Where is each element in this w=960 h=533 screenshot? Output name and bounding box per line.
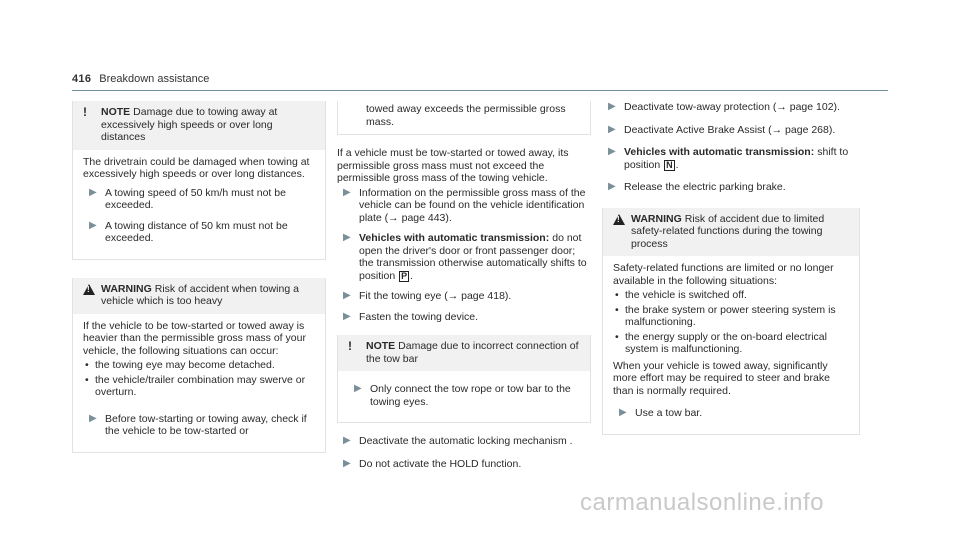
step-item: ▶ Use a tow bar. [613,407,849,420]
note-header [73,101,325,150]
step-arrow-icon: ▶ [343,435,351,446]
gear-position-p: P [401,270,408,281]
page-number: 416 [72,73,92,85]
page-title: Breakdown assistance [99,73,210,85]
step-arrow-icon: ▶ [89,412,97,424]
warning-header [603,208,859,257]
step-arrow-icon: ▶ [608,123,616,135]
note-header [338,335,590,371]
note-text: The drivetrain could be damaged when towing at excessively high speeds or over long distances. [83,155,310,180]
note-heading: NOTE Damage due to incorrect connection of the tow bar [366,340,579,365]
step-item: ▶ A towing speed of 50 km/h must not be exceeded. [83,187,315,212]
page-header [72,73,209,86]
watermark: carmanualsonline.info [580,489,824,516]
warning-body [603,256,859,434]
step-item: ▶ Deactivate the automatic locking mechanism . [337,435,591,448]
step-item: ▶ A towing distance of 50 km must not be exceeded. [83,220,315,245]
warning-box-1 [72,278,326,453]
bullet-item: • the towing eye may become detached. [85,359,275,371]
note-body [73,150,325,259]
warning-heading: WARNING Risk of accident due to limited safety-related functions during the towing process [631,212,825,250]
step-arrow-icon: ▶ [354,383,362,394]
bullet-item: • the vehicle is switched off. [615,289,747,301]
bullet-item: • the brake system or power steering system is malfunctioning. [615,303,836,328]
step-item: ▶ Do not activate the HOLD function. [337,458,591,471]
step-arrow-icon: ▶ [343,457,351,469]
step-item: ▶ Information on the permissible gross mass of the vehicle can be found on the vehicle identification plate (→ page 443). [337,187,591,225]
step-item: ▶ Fit the towing eye (→ page 418). [337,290,591,303]
column-2 [337,101,591,478]
warning-body [73,314,325,452]
step-item: ▶ Vehicles with automatic transmission: shift to position N . [602,146,860,171]
step-item: ▶ Vehicles with automatic transmission: do not open the driver's door or front passenger door; the transmission otherwise automatically shifts to position P . [337,232,591,282]
notice-icon: ! [83,105,87,119]
header-rule [72,90,888,91]
column-3 [602,101,860,435]
step-arrow-icon: ▶ [343,186,351,198]
step-arrow-icon: ▶ [343,232,351,243]
gear-position-n: N [666,159,673,170]
step-arrow-icon: ▶ [608,146,616,157]
warning-box-2 [602,208,860,435]
warning-text: If the vehicle to be tow-started or towed away is heavier than the permissible gross mass of your vehicle, the following situations can occur: [83,319,306,357]
column-1 [72,101,326,453]
step-item: ▶ Only connect the tow rope or tow bar to the towing eyes. [348,383,580,408]
bullet-item: • the energy supply or the on-board electrical system is malfunctioning. [615,330,827,355]
warning-triangle-icon [83,283,101,308]
step-arrow-icon: ▶ [343,310,351,322]
note-box-1 [72,101,326,260]
step-item: ▶ Before tow-starting or towing away, check if the vehicle to be tow-started or [83,413,315,438]
step-arrow-icon: ▶ [89,219,97,231]
step-arrow-icon: ▶ [619,407,627,418]
step-item: ▶ Fasten the towing device. [337,311,591,324]
note-heading: NOTE Damage due to towing away at excessively high speeds or over long distances [101,106,278,143]
step-arrow-icon: ▶ [608,101,616,112]
notice-icon: ! [348,339,352,353]
warning-header [73,278,325,314]
step-arrow-icon: ▶ [343,290,351,301]
note-box-2 [337,335,591,423]
note-body [338,371,590,422]
warning-continuation: towed away exceeds the permissible gross mass. [337,101,591,135]
paragraph: If a vehicle must be tow-started or towed away, its permissible gross mass must not exceed the permissible gross mass of the towing vehicle. [337,147,569,184]
warning-text: When your vehicle is towed away, significantly more effort may be required to steer and brake than is normally required. [613,359,830,397]
warning-text: Safety-related functions are limited or no longer available in the following situations: [613,262,834,287]
step-item: ▶ Deactivate tow-away protection (→ page 102). [602,101,860,114]
step-arrow-icon: ▶ [89,186,97,198]
step-arrow-icon: ▶ [608,181,616,192]
step-item: ▶ Release the electric parking brake. [602,181,860,194]
warning-heading: WARNING Risk of accident when towing a vehicle which is too heavy [101,282,299,307]
step-item: ▶ Deactivate Active Brake Assist (→ page 268). [602,124,860,137]
bullet-item: • the vehicle/trailer combination may swerve or overturn. [85,373,306,398]
warning-triangle-icon [613,213,631,251]
